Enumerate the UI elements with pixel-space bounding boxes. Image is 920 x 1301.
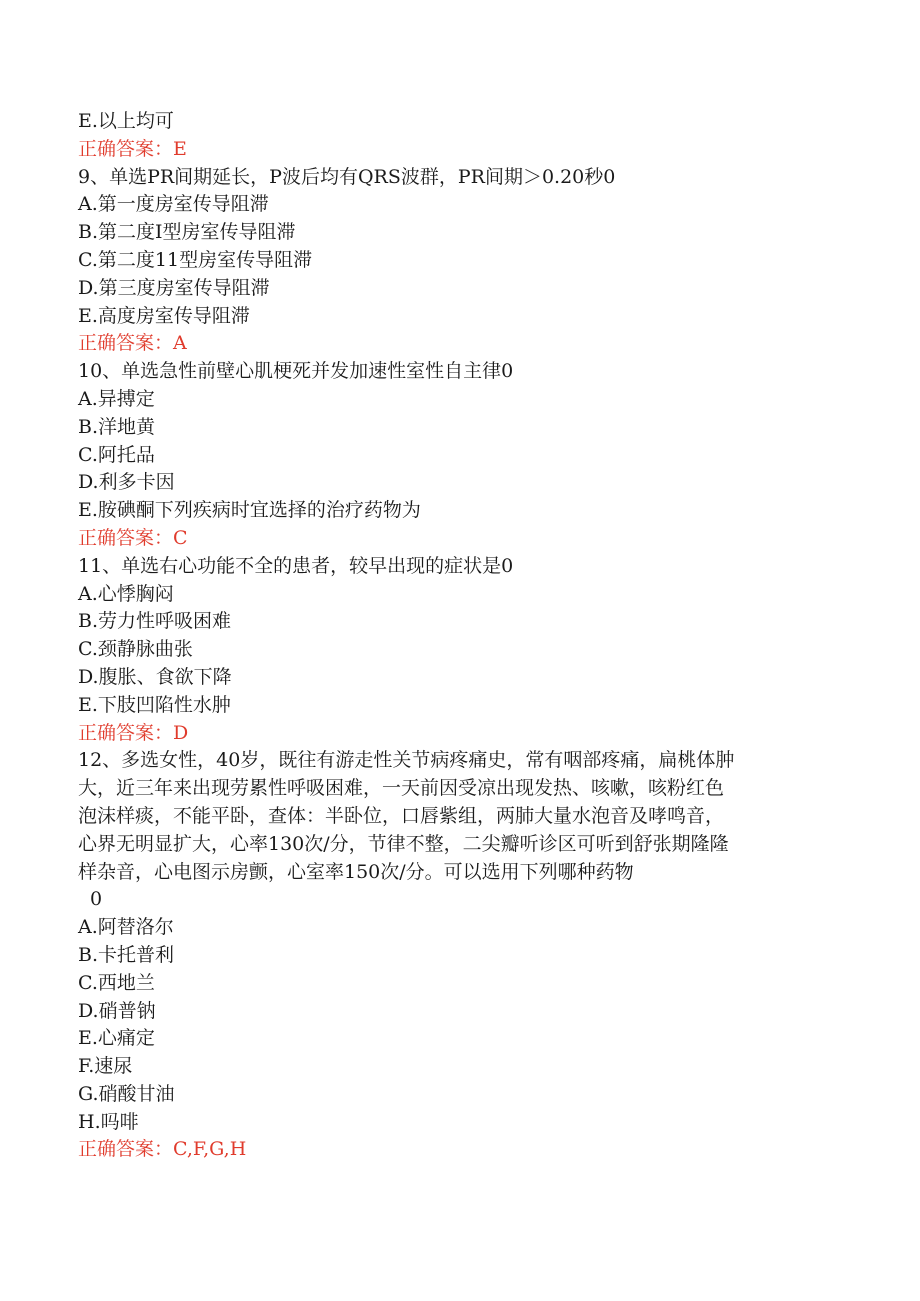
q11-option-c: C.颈静脉曲张 bbox=[78, 638, 193, 661]
q10-option-d: D.利多卡因 bbox=[78, 471, 175, 494]
question-list bbox=[78, 108, 830, 1164]
q12-option-b: B.卡托普利 bbox=[78, 943, 175, 966]
q10-option-a: A.异搏定 bbox=[78, 387, 155, 410]
q10-option-b: B.洋地黄 bbox=[78, 415, 156, 438]
q12-stem-line-2: 大，近三年来出现劳累性呼吸困难，一天前因受凉出现发热、咳嗽，咳粉红色 bbox=[78, 777, 725, 800]
q11-answer bbox=[78, 720, 830, 748]
answer-value: A bbox=[173, 332, 187, 355]
q10-option-e: E.胺碘酮下列疾病时宜选择的治疗药物为 bbox=[78, 499, 421, 522]
q10-answer bbox=[78, 525, 830, 553]
answer-label: 正确答案： bbox=[78, 332, 174, 355]
q12-option-h: H.吗啡 bbox=[78, 1110, 139, 1133]
q11-option-e: E.下肢凹陷性水肿 bbox=[78, 693, 231, 716]
q12-option-a: A.阿替洛尔 bbox=[78, 916, 174, 939]
q9-option-d: D.第三度房室传导阻滞 bbox=[78, 276, 270, 299]
q12-answer bbox=[78, 1136, 830, 1164]
q11-option-b: B.劳力性呼吸困难 bbox=[78, 610, 232, 633]
answer-label: 正确答案： bbox=[78, 137, 174, 160]
q12-option-c: C.西地兰 bbox=[78, 971, 155, 994]
q10-option-c: C.阿托品 bbox=[78, 443, 155, 466]
answer-value: E bbox=[173, 137, 187, 160]
q9-option-b: B.第二度I型房室传导阻滞 bbox=[78, 221, 296, 244]
q12-option-f: F.速尿 bbox=[78, 1055, 133, 1078]
q11-option-d: D.腹胀、食欲下降 bbox=[78, 665, 232, 688]
answer-label: 正确答案： bbox=[78, 1138, 174, 1161]
answer-value: C,F,G,H bbox=[173, 1138, 247, 1161]
q9-stem: 9、单选PR间期延长，P波后均有QRS波群，PR间期＞0.20秒0 bbox=[78, 165, 616, 188]
q8-option-e: E.以上均可 bbox=[78, 110, 174, 132]
q11-option-a: A.心悸胸闷 bbox=[78, 582, 174, 605]
q9-answer bbox=[78, 330, 830, 358]
answer-label: 正确答案： bbox=[78, 721, 174, 744]
q11-stem: 11、单选右心功能不全的患者，较早出现的症状是0 bbox=[78, 554, 514, 577]
q12-stem-line-5: 样杂音，心电图示房颤，心室率150次/分。可以选用下列哪种药物 bbox=[78, 860, 634, 883]
q12-option-g: G.硝酸甘油 bbox=[78, 1082, 175, 1105]
answer-value: C bbox=[173, 526, 188, 549]
q12-paren: 0 bbox=[90, 888, 103, 911]
q12-stem-line-4: 心界无明显扩大，心率130次/分，节律不整，二尖瓣听诊区可听到舒张期隆隆 bbox=[78, 832, 729, 855]
q9-option-c: C.第二度11型房室传导阻滞 bbox=[78, 248, 313, 271]
answer-label: 正确答案： bbox=[78, 526, 174, 549]
q12-option-d: D.硝普钠 bbox=[78, 999, 156, 1022]
answer-value: D bbox=[173, 721, 189, 744]
q12-stem-line-3: 泡沫样痰，不能平卧，查体：半卧位，口唇紫组，两肺大量水泡音及哮鸣音， bbox=[78, 804, 725, 827]
q12-stem-line-1: 12、多选女性，40岁，既往有游走性关节病疼痛史，常有咽部疼痛，扁桃体肿 bbox=[78, 749, 735, 772]
q10-stem: 10、单选急性前壁心肌梗死并发加速性室性自主律0 bbox=[78, 360, 514, 383]
q12-option-e: E.心痛定 bbox=[78, 1027, 155, 1050]
q9-option-e: E.高度房室传导阻滞 bbox=[78, 304, 250, 327]
q8-answer bbox=[78, 136, 830, 164]
q9-option-a: A.第一度房室传导阻滞 bbox=[78, 193, 269, 216]
